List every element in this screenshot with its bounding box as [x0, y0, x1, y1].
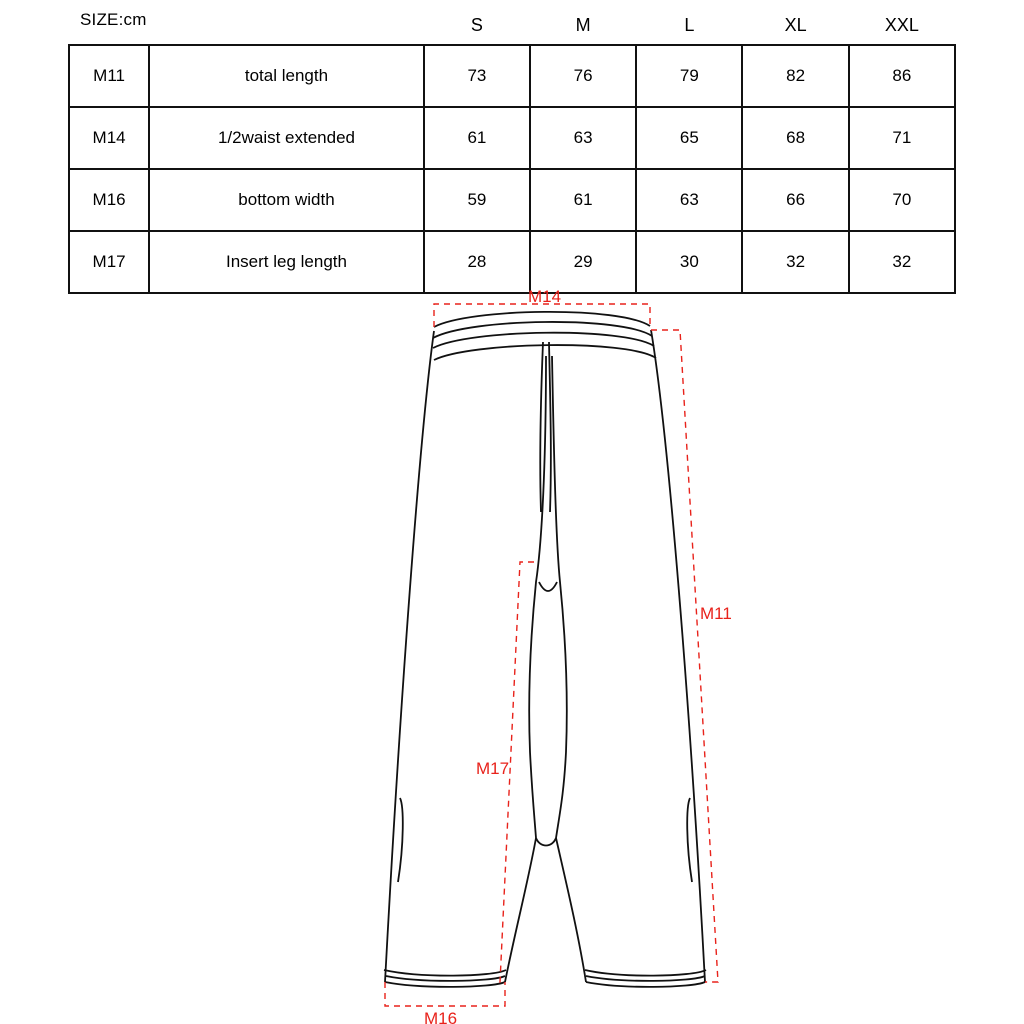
size-table — [68, 6, 956, 294]
cell-m17-l: 30 — [636, 231, 742, 293]
size-unit-label: SIZE:cm — [80, 10, 147, 29]
header-size-s: S — [470, 14, 483, 35]
row-code-m16: M16 — [69, 169, 149, 231]
cell-m16-xxl: 70 — [849, 169, 955, 231]
cell-m16-l: 63 — [636, 169, 742, 231]
cell-m11-xxl: 86 — [849, 45, 955, 107]
cell-m14-m: 63 — [530, 107, 636, 169]
row-code-m14: M14 — [69, 107, 149, 169]
cell-m16-s: 59 — [424, 169, 530, 231]
cell-m11-m: 76 — [530, 45, 636, 107]
callout-m14: M14 — [528, 287, 562, 306]
cell-m17-m: 29 — [530, 231, 636, 293]
table-row — [69, 169, 955, 231]
table-row — [69, 107, 955, 169]
header-size-l: L — [684, 14, 695, 35]
cell-m14-xl: 68 — [742, 107, 848, 169]
header-size-m: M — [575, 14, 591, 35]
cell-m17-xl: 32 — [742, 231, 848, 293]
table-row — [69, 45, 955, 107]
row-code-m17: M17 — [69, 231, 149, 293]
callout-m17: M17 — [476, 759, 510, 778]
cell-m14-xxl: 71 — [849, 107, 955, 169]
measurement-guides — [385, 304, 718, 1006]
cell-m11-l: 79 — [636, 45, 742, 107]
row-code-m11: M11 — [69, 45, 149, 107]
cell-m14-s: 61 — [424, 107, 530, 169]
header-size-xl: XL — [784, 14, 807, 35]
header-blank-name — [149, 6, 424, 45]
row-name-m17: Insert leg length — [149, 231, 424, 293]
cell-m16-xl: 66 — [742, 169, 848, 231]
cell-m11-xl: 82 — [742, 45, 848, 107]
callout-m11: M11 — [700, 604, 732, 623]
row-name-m11: total length — [149, 45, 424, 107]
row-name-m16: bottom width — [149, 169, 424, 231]
pants-diagram — [0, 282, 1024, 1024]
pants-outline — [384, 312, 706, 987]
table-header-row — [69, 6, 955, 45]
cell-m17-s: 28 — [424, 231, 530, 293]
size-chart — [68, 6, 956, 294]
row-name-m14: 1/2waist extended — [149, 107, 424, 169]
cell-m17-xxl: 32 — [849, 231, 955, 293]
header-size-xxl: XXL — [884, 14, 919, 35]
callout-m16: M16 — [424, 1009, 458, 1024]
cell-m16-m: 61 — [530, 169, 636, 231]
cell-m14-l: 65 — [636, 107, 742, 169]
cell-m11-s: 73 — [424, 45, 530, 107]
